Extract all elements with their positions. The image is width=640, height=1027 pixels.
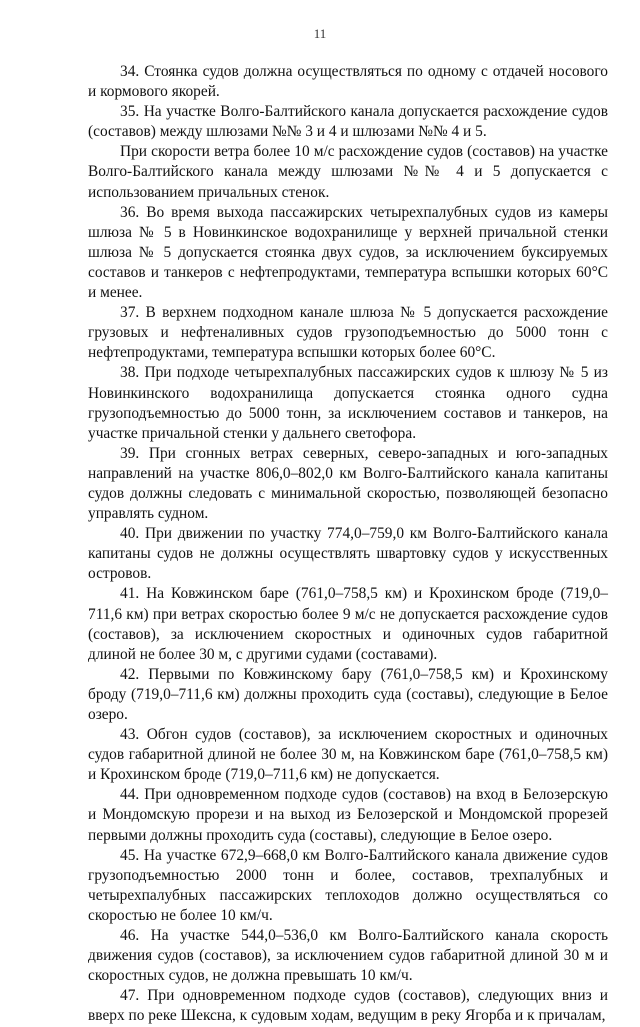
paragraph-46: 46. На участке 544,0–536,0 км Волго-Балтийского канала скорость движения судов (составов), за исключением судов габаритной длиной 30 м и скоростных судов, не должна превышать 10 км/ч. [88, 927, 608, 985]
paragraph-35-wind: При скорости ветра более 10 м/с расхождение судов (составов) на участке Волго-Балтийского канала между шлюзами №№ 4 и 5 допускается с использованием причальных стенок. [88, 143, 608, 201]
paragraph-39: 39. При сгонных ветрах северных, северо-западных и юго-западных направлений на участке 806,0–802,0 км Волго-Балтийского канала капитаны судов должны следовать с минимальной скоростью, позволяющей безопасно управлять судном. [88, 444, 608, 523]
paragraph-45: 45. На участке 672,9–668,0 км Волго-Балтийского канала движение судов грузоподъемностью 2000 тонн и более, составов, трехпалубных и четырехпалубных пассажирских теплоходов должно осуществляться со скоростью не более 10 км/ч. [88, 846, 608, 924]
paragraph-36: 36. Во время выхода пассажирских четырехпалубных судов из камеры шлюза № 5 в Новинкинское водохранилище у верхней причальной стенки шлюза № 5 допускается стоянка двух судов, за исключением буксируемых составов и танкеров с нефтепродуктами, температура вспышки которых 60°С и менее. [88, 203, 608, 302]
paragraph-40: 40. При движении по участку 774,0–759,0 км Волго-Балтийского канала капитаны судов не должны осуществлять швартовку судов у искусственных островов. [88, 525, 608, 583]
page-number: 11 [313, 26, 327, 41]
paragraph-44: 44. При одновременном подходе судов (составов) на вход в Белозерскую и Мондомскую прорези и на выход из Белозерской и Мондомской прорезей первыми должны проходить суда (составы), следующие в Белое озеро. [88, 786, 608, 844]
paragraph-37: 37. В верхнем подходном канале шлюза № 5 допускается расхождение грузовых и нефтеналивных судов грузоподъемностью до 5000 тонн с нефтепродуктами, температура вспышки которых более 60°С. [88, 304, 608, 362]
body-text [88, 62, 608, 1027]
paragraph-41: 41. На Ковжинском баре (761,0–758,5 км) и Крохинском броде (719,0–711,6 км) при ветрах скоростью более 9 м/с не допускается расхождение судов (составов), за исключением скоростных и одиночных судов габаритной длиной не более 30 м, с другими судами (составами). [88, 585, 608, 663]
paragraph-35: 35. На участке Волго-Балтийского канала допускается расхождение судов (составов) между шлюзами №№ 3 и 4 и шлюзами №№ 4 и 5. [88, 103, 608, 141]
paragraph-47: 47. При одновременном подходе судов (составов), следующих вниз и вверх по реке Шексна, к судовым ходам, ведущим в реку Ягорба и к причалам, [88, 987, 608, 1025]
paragraph-42: 42. Первыми по Ковжинскому бару (761,0–758,5 км) и Крохинскому броду (719,0–711,6 км) должны проходить суда (составы), следующие в Белое озеро. [88, 665, 608, 723]
paragraph-34: 34. Стоянка судов должна осуществляться по одному с отдачей носового и кормового якорей. [88, 63, 608, 101]
paragraph-38: 38. При подходе четырехпалубных пассажирских судов к шлюзу № 5 из Новинкинского водохранилища допускается стоянка одного судна грузоподъемностью до 5000 тонн, за исключением составов и танкеров, на участке причальной стенки у дальнего светофора. [88, 364, 608, 442]
paragraph-43: 43. Обгон судов (составов), за исключением скоростных и одиночных судов габаритной длиной не более 30 м, на Ковжинском баре (761,0–758,5 км) и Крохинском броде (719,0–711,6 км) не допускается. [88, 726, 608, 784]
